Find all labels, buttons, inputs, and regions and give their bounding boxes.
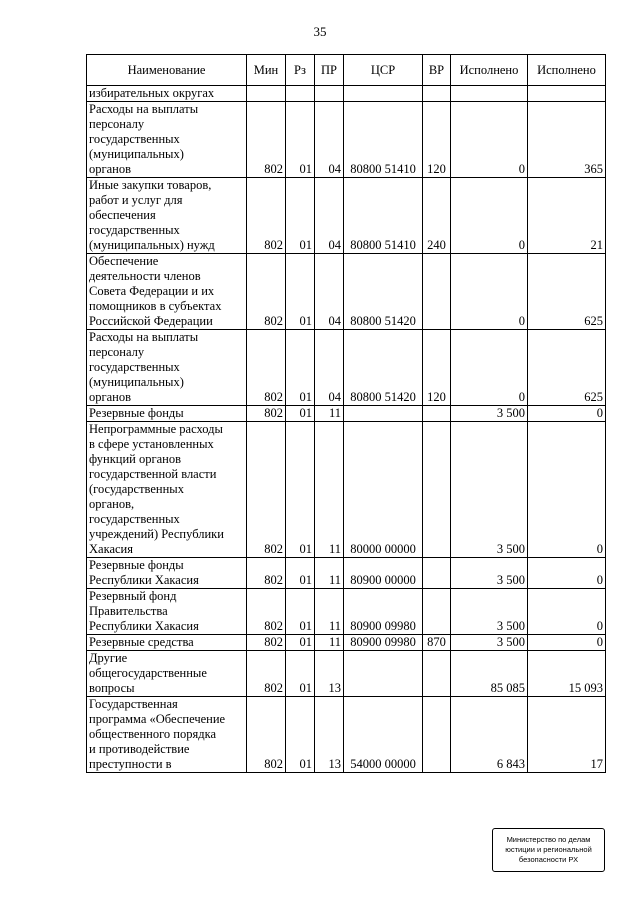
row-executed-1: 85 085	[451, 651, 528, 697]
stamp-line: юстиции и региональной	[505, 845, 592, 854]
row-executed-2: 0	[528, 422, 606, 558]
row-csr: 80800 51420	[344, 254, 423, 330]
row-pr: 13	[315, 697, 344, 773]
table-row	[87, 178, 606, 254]
row-executed-1: 0	[451, 178, 528, 254]
row-rz: 01	[286, 178, 315, 254]
table-row	[87, 86, 606, 102]
row-vr	[423, 651, 451, 697]
row-min: 802	[247, 558, 286, 589]
row-vr	[423, 697, 451, 773]
row-min: 802	[247, 330, 286, 406]
row-name: избирательных округах	[87, 86, 247, 102]
row-rz: 01	[286, 102, 315, 178]
row-vr	[423, 422, 451, 558]
row-vr	[423, 558, 451, 589]
row-vr: 240	[423, 178, 451, 254]
row-pr: 11	[315, 589, 344, 635]
row-name: Резервные фонды Республики Хакасия	[87, 558, 247, 589]
row-csr: 80000 00000	[344, 422, 423, 558]
row-executed-1: 0	[451, 330, 528, 406]
row-pr	[315, 86, 344, 102]
row-rz: 01	[286, 589, 315, 635]
row-name: Резервные средства	[87, 635, 247, 651]
header-pr: ПР	[315, 55, 344, 86]
row-csr: 80800 51420	[344, 330, 423, 406]
row-csr	[344, 86, 423, 102]
row-executed-1: 0	[451, 102, 528, 178]
row-rz	[286, 86, 315, 102]
row-executed-2: 365	[528, 102, 606, 178]
table-row	[87, 406, 606, 422]
row-vr	[423, 589, 451, 635]
page-number: 35	[313, 24, 327, 39]
row-executed-2	[528, 86, 606, 102]
row-min: 802	[247, 406, 286, 422]
table-row	[87, 330, 606, 406]
row-name: Непрограммные расходы в сфере установленных функций органов государственной власти (государственных органов, государственных учреждений) Республики Хакасия	[87, 422, 247, 558]
row-min: 802	[247, 589, 286, 635]
row-name: Резервный фонд Правительства Республики Хакасия	[87, 589, 247, 635]
row-executed-2: 0	[528, 589, 606, 635]
row-min: 802	[247, 102, 286, 178]
row-rz: 01	[286, 697, 315, 773]
header-csr: ЦСР	[344, 55, 423, 86]
row-rz: 01	[286, 422, 315, 558]
row-min: 802	[247, 254, 286, 330]
row-pr: 13	[315, 651, 344, 697]
row-executed-1: 3 500	[451, 422, 528, 558]
row-name: Расходы на выплаты персоналу государственных (муниципальных) органов	[87, 102, 247, 178]
row-csr: 80900 09980	[344, 635, 423, 651]
row-executed-2: 21	[528, 178, 606, 254]
row-min: 802	[247, 422, 286, 558]
row-pr: 04	[315, 330, 344, 406]
row-name: Государственная программа «Обеспечение общественного порядка и противодействие преступности в	[87, 697, 247, 773]
header-rz: Рз	[286, 55, 315, 86]
header-min: Мин	[247, 55, 286, 86]
table-row	[87, 102, 606, 178]
table-row	[87, 558, 606, 589]
row-executed-2: 0	[528, 558, 606, 589]
stamp-line: Министерство по делам	[506, 835, 591, 844]
row-rz: 01	[286, 406, 315, 422]
row-pr: 04	[315, 102, 344, 178]
table-row	[87, 651, 606, 697]
row-rz: 01	[286, 558, 315, 589]
row-vr: 120	[423, 102, 451, 178]
row-executed-1: 3 500	[451, 558, 528, 589]
row-csr: 54000 00000	[344, 697, 423, 773]
row-executed-1: 3 500	[451, 635, 528, 651]
row-pr: 04	[315, 178, 344, 254]
row-vr	[423, 86, 451, 102]
row-executed-2: 15 093	[528, 651, 606, 697]
row-csr: 80800 51410	[344, 178, 423, 254]
row-rz: 01	[286, 330, 315, 406]
row-executed-2: 0	[528, 635, 606, 651]
table-row	[87, 422, 606, 558]
header-executed-1: Исполнено	[451, 55, 528, 86]
table-row	[87, 589, 606, 635]
row-executed-2: 625	[528, 254, 606, 330]
row-executed-2: 17	[528, 697, 606, 773]
ministry-stamp	[492, 828, 605, 872]
row-vr: 120	[423, 330, 451, 406]
row-min: 802	[247, 178, 286, 254]
row-executed-1: 3 500	[451, 589, 528, 635]
row-executed-1: 0	[451, 254, 528, 330]
budget-table	[86, 54, 606, 773]
row-csr: 80900 09980	[344, 589, 423, 635]
header-name: Наименование	[87, 55, 247, 86]
row-vr	[423, 254, 451, 330]
row-csr: 80900 00000	[344, 558, 423, 589]
stamp-line: безопасности РХ	[518, 855, 579, 864]
row-pr: 11	[315, 406, 344, 422]
row-csr: 80800 51410	[344, 102, 423, 178]
header-executed-2: Исполнено	[528, 55, 606, 86]
row-executed-1: 3 500	[451, 406, 528, 422]
row-name: Обеспечение деятельности членов Совета Федерации и их помощников в субъектах Российской Федерации	[87, 254, 247, 330]
row-rz: 01	[286, 635, 315, 651]
row-executed-1	[451, 86, 528, 102]
row-csr	[344, 406, 423, 422]
row-name: Другие общегосударственные вопросы	[87, 651, 247, 697]
table-row	[87, 635, 606, 651]
row-rz: 01	[286, 254, 315, 330]
row-min	[247, 86, 286, 102]
row-min: 802	[247, 697, 286, 773]
table-row	[87, 254, 606, 330]
row-min: 802	[247, 635, 286, 651]
header-vr: ВР	[423, 55, 451, 86]
row-pr: 04	[315, 254, 344, 330]
row-vr: 870	[423, 635, 451, 651]
row-executed-2: 0	[528, 406, 606, 422]
row-name: Резервные фонды	[87, 406, 247, 422]
row-pr: 11	[315, 422, 344, 558]
row-pr: 11	[315, 558, 344, 589]
table-header-row	[87, 55, 606, 86]
table-row	[87, 697, 606, 773]
row-pr: 11	[315, 635, 344, 651]
row-executed-2: 625	[528, 330, 606, 406]
row-executed-1: 6 843	[451, 697, 528, 773]
row-csr	[344, 651, 423, 697]
row-name: Расходы на выплаты персоналу государственных (муниципальных) органов	[87, 330, 247, 406]
row-vr	[423, 406, 451, 422]
row-name: Иные закупки товаров, работ и услуг для обеспечения государственных (муниципальных) нужд	[87, 178, 247, 254]
row-rz: 01	[286, 651, 315, 697]
row-min: 802	[247, 651, 286, 697]
